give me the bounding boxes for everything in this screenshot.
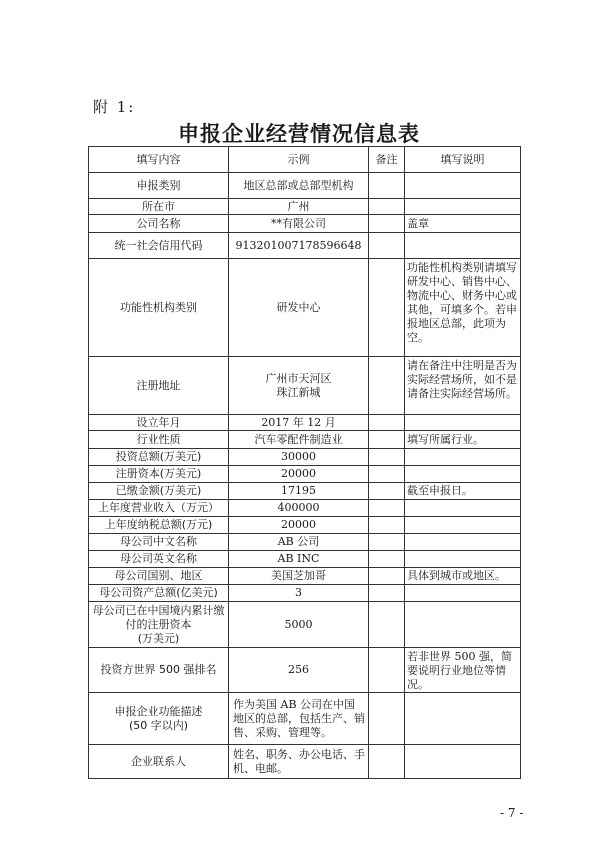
row-note: 填写所属行业。 — [405, 431, 521, 449]
header-content: 填写内容 — [89, 147, 229, 173]
row-remark — [369, 233, 405, 259]
row-example: 地区总部或总部型机构 — [229, 173, 369, 199]
row-note — [405, 173, 521, 199]
header-instructions: 填写说明 — [405, 147, 521, 173]
row-label: 公司名称 — [89, 215, 229, 233]
row-note — [405, 585, 521, 602]
table-row — [89, 415, 521, 431]
row-example: **有限公司 — [229, 215, 369, 233]
row-label: 所在市 — [89, 199, 229, 215]
table-row — [89, 551, 521, 568]
row-example: 256 — [229, 648, 369, 693]
row-note: 请在备注中注明是否为实际经营场所，如不是请备注实际经营场所。 — [405, 357, 521, 415]
row-note — [405, 693, 521, 745]
row-label: 母公司资产总额(亿美元) — [89, 585, 229, 602]
row-remark — [369, 215, 405, 233]
row-example: 400000 — [229, 500, 369, 517]
page-number: - 7 - — [500, 806, 524, 820]
info-table — [88, 146, 521, 779]
row-remark — [369, 415, 405, 431]
row-remark — [369, 568, 405, 585]
row-example: 20000 — [229, 466, 369, 483]
row-note — [405, 551, 521, 568]
row-note — [405, 233, 521, 259]
row-label: 母公司国别、地区 — [89, 568, 229, 585]
row-remark — [369, 551, 405, 568]
table-row — [89, 568, 521, 585]
row-note: 若非世界 500 强，简要说明行业地位等情况。 — [405, 648, 521, 693]
row-remark — [369, 449, 405, 466]
row-label: 设立年月 — [89, 415, 229, 431]
row-label: 申报类别 — [89, 173, 229, 199]
row-note — [405, 466, 521, 483]
table-row — [89, 483, 521, 500]
row-label: 注册地址 — [89, 357, 229, 415]
header-remark: 备注 — [369, 147, 405, 173]
row-label: 统一社会信用代码 — [89, 233, 229, 259]
row-remark — [369, 357, 405, 415]
table-row — [89, 199, 521, 215]
page-title: 申报企业经营情况信息表 — [178, 121, 420, 146]
row-example: 30000 — [229, 449, 369, 466]
row-note — [405, 745, 521, 779]
row-note — [405, 500, 521, 517]
table-row — [89, 602, 521, 648]
table-row — [89, 259, 521, 357]
row-note: 具体到城市或地区。 — [405, 568, 521, 585]
row-remark — [369, 745, 405, 779]
row-example: 2017 年 12 月 — [229, 415, 369, 431]
row-note: 截至申报日。 — [405, 483, 521, 500]
row-remark — [369, 483, 405, 500]
row-label: 已缴金额(万美元) — [89, 483, 229, 500]
row-remark — [369, 602, 405, 648]
table-row — [89, 648, 521, 693]
row-note — [405, 517, 521, 534]
row-label: 母公司英文名称 — [89, 551, 229, 568]
row-note — [405, 415, 521, 431]
row-label: 上年度营业收入（万元） — [89, 500, 229, 517]
row-remark — [369, 466, 405, 483]
row-label: 投资总额(万美元) — [89, 449, 229, 466]
row-remark — [369, 585, 405, 602]
row-example: 研发中心 — [229, 259, 369, 357]
table-row — [89, 449, 521, 466]
row-example: 姓名、职务、办公电话、手机、电邮。 — [229, 745, 369, 779]
table-row — [89, 585, 521, 602]
row-label: 母公司中文名称 — [89, 534, 229, 551]
row-remark — [369, 259, 405, 357]
table-row — [89, 466, 521, 483]
table-header-row — [89, 147, 521, 173]
row-label: 企业联系人 — [89, 745, 229, 779]
row-example: 美国芝加哥 — [229, 568, 369, 585]
attachment-label: 附 1: — [93, 98, 136, 116]
row-remark — [369, 517, 405, 534]
row-example: 汽车零配件制造业 — [229, 431, 369, 449]
header-example: 示例 — [229, 147, 369, 173]
row-example: 广州市天河区 珠江新城 — [229, 357, 369, 415]
row-note — [405, 199, 521, 215]
row-label: 投资方世界 500 强排名 — [89, 648, 229, 693]
row-remark — [369, 693, 405, 745]
row-note: 功能性机构类别请填写研发中心、销售中心、物流中心、财务中心或其他，可填多个。若申报地区总部，此项为空。 — [405, 259, 521, 357]
row-example: 20000 — [229, 517, 369, 534]
row-example: AB INC — [229, 551, 369, 568]
row-example: 作为美国 AB 公司在中国地区的总部，包括生产、销售、采购、管理等。 — [229, 693, 369, 745]
row-note — [405, 534, 521, 551]
row-label: 行业性质 — [89, 431, 229, 449]
table-row — [89, 357, 521, 415]
table-row — [89, 500, 521, 517]
row-label: 申报企业功能描述 (50 字以内) — [89, 693, 229, 745]
row-label: 注册资本(万美元) — [89, 466, 229, 483]
row-label: 母公司已在中国境内累计缴付的注册资本 (万美元) — [89, 602, 229, 648]
table-row — [89, 745, 521, 779]
row-example: 17195 — [229, 483, 369, 500]
row-remark — [369, 500, 405, 517]
table-row — [89, 534, 521, 551]
row-remark — [369, 173, 405, 199]
table-row — [89, 233, 521, 259]
row-label: 上年度纳税总额(万元) — [89, 517, 229, 534]
row-remark — [369, 534, 405, 551]
table-row — [89, 215, 521, 233]
row-note: 盖章 — [405, 215, 521, 233]
row-note — [405, 602, 521, 648]
row-remark — [369, 648, 405, 693]
row-label: 功能性机构类别 — [89, 259, 229, 357]
row-example: 91320100717859​6648 — [229, 233, 369, 259]
table-row — [89, 173, 521, 199]
row-remark — [369, 199, 405, 215]
row-note — [405, 449, 521, 466]
row-example: 广州 — [229, 199, 369, 215]
table-row — [89, 693, 521, 745]
row-example: 5000 — [229, 602, 369, 648]
table-row — [89, 431, 521, 449]
row-example: 3 — [229, 585, 369, 602]
row-remark — [369, 431, 405, 449]
row-example: AB 公司 — [229, 534, 369, 551]
table-row — [89, 517, 521, 534]
